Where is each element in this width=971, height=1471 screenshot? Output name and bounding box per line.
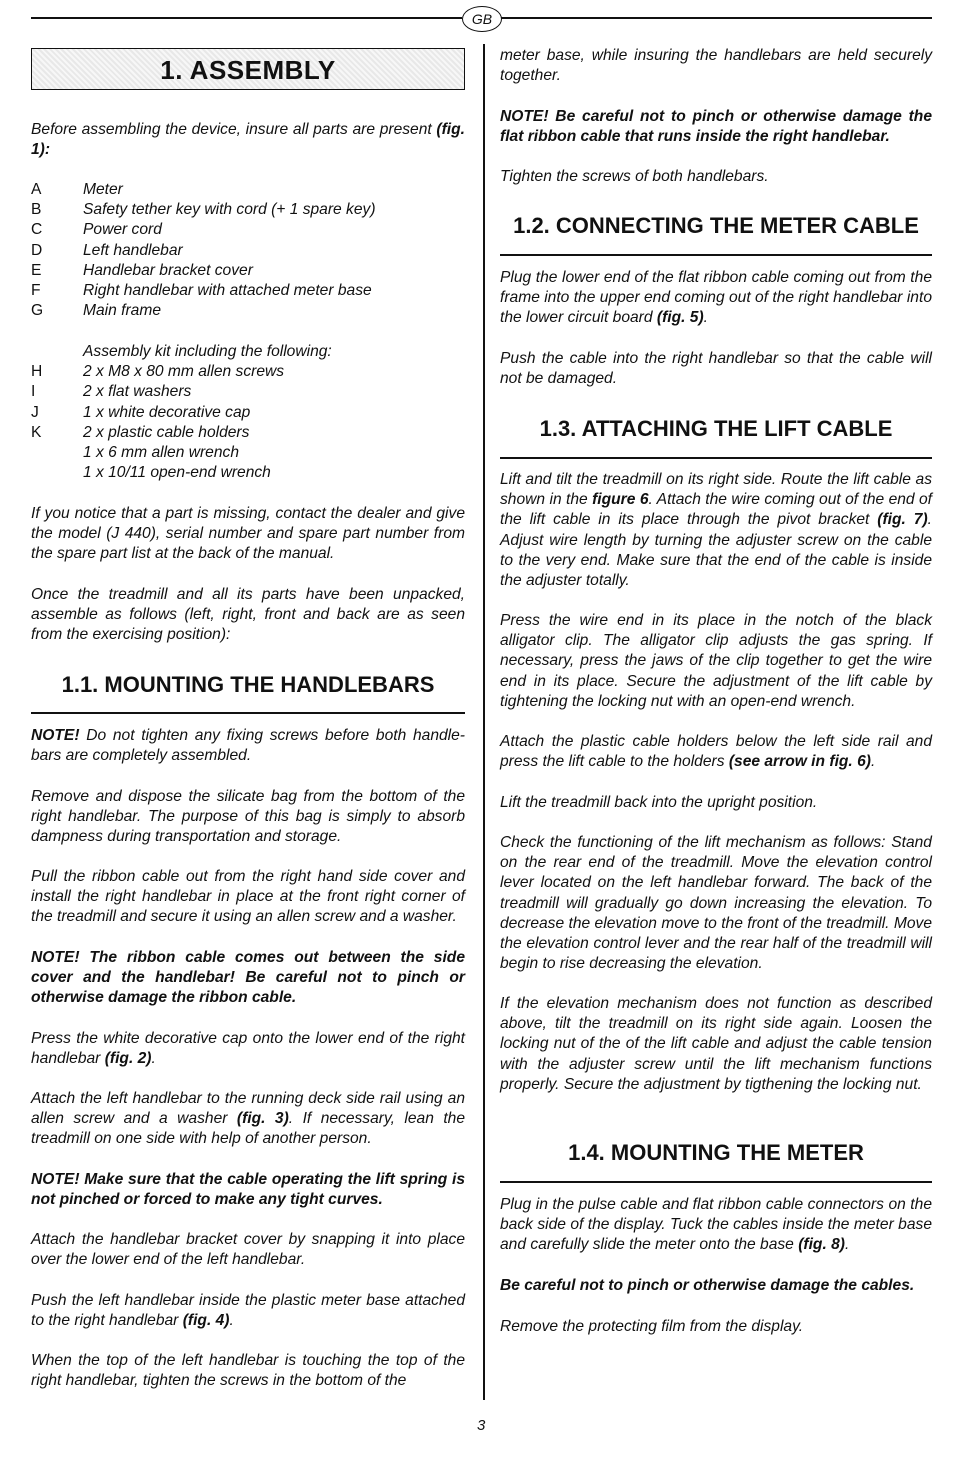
s11-p5: Attach the handlebar bracket cover by snapping it into place over the lower end of the left handlebar. <box>31 1231 465 1269</box>
part-text: 2 x plastic cable holders <box>83 423 250 441</box>
unpacked-text: Once the treadmill and all its parts have been unpacked, assemble as follows (left, right, front and back are as seen from the exercising position): <box>31 586 465 644</box>
list-item <box>31 220 465 240</box>
s14-p3: Remove the protecting film from the display. <box>500 1318 804 1335</box>
s11-p4-text-b: . If necessary, lean the treadmill on one side with help of another person. <box>31 1110 466 1148</box>
parts-list <box>31 180 465 321</box>
part-letter: B <box>31 201 42 219</box>
fig-ref: (fig. 4) <box>182 1312 230 1330</box>
part-text: 1 x 10/11 open-end wrench <box>83 464 271 482</box>
section-title: 1.3. ATTACHING THE LIFT CABLE <box>539 416 893 441</box>
s14-p1: Plug in the pulse cable and flat ribbon cable connectors on the back side of the display. Tuck the cables inside the meter base and carefully slide the meter onto the base (fig. 8). <box>500 1196 932 1254</box>
fig-ref: (fig. 8) <box>798 1236 845 1254</box>
s13-p1-text-b: . Attach the wire coming out of the end of the lift cable in its place through the pivot bracket <box>500 491 933 529</box>
section-title: 1.2. CONNECTING THE METER CABLE <box>513 213 919 238</box>
list-item <box>31 382 465 402</box>
s11-note3: NOTE! Make sure that the cable operating the lift spring is not pinched or forced to make any tight curves. <box>31 1171 465 1209</box>
page-title: 1. ASSEMBLY <box>160 55 336 85</box>
part-text: Meter <box>83 181 123 198</box>
part-text: Safety tether key with cord (+ 1 spare key) <box>83 201 376 219</box>
part-letter: J <box>31 403 39 421</box>
language-badge: GB <box>462 6 502 32</box>
s12-p1: Plug the lower end of the flat ribbon cable coming out from the frame into the upper end coming out of the right handlebar into the lower circuit board (fig. 5). <box>500 269 932 327</box>
s13-p6: If the elevation mechanism does not function as described above, tilt the treadmill on its right side again. Loosen the locking nut of the of the lift cable and adjust the cable tension with the adjuster screw until the lift mechanism functions properly. Secure the adjustment by tigthening the locking nut. <box>500 995 932 1093</box>
part-text: 2 x M8 x 80 mm allen screws <box>83 363 285 381</box>
list-item <box>31 443 465 463</box>
s11-note2: NOTE! The ribbon cable comes out between the side cover and the handlebar! Be careful not to pinch or otherwise damage the ribbon cable. <box>31 949 465 1007</box>
fig-ref: (fig. 2) <box>104 1050 152 1068</box>
part-letter: C <box>31 221 43 239</box>
s11-note <box>31 726 465 766</box>
intro-sentence: Before assembling the device, insure all parts are present <box>31 121 432 138</box>
column-divider <box>483 44 485 1400</box>
s13-p1-text-c: . Adjust wire length by turning the adjuster screw on the cable to the very end. Make sure that the end of the cable is inside the adjuster totally. <box>500 511 932 590</box>
part-text: 1 x white decorative cap <box>83 403 251 421</box>
s11-p6-text: Push the left handlebar inside the plastic meter base attached to the right handlebar <box>31 1292 465 1330</box>
part-text: Power cord <box>83 221 162 239</box>
section-1-4-header <box>500 1140 932 1183</box>
s11-p2: Pull the ribbon cable out from the right hand side cover and install the right handlebar in place at the front right corner of the treadmill and secure it using an allen screw and a washer. <box>31 868 465 926</box>
fig-ref: (fig. 3) <box>236 1110 289 1128</box>
part-text: Handlebar bracket cover <box>83 261 253 279</box>
right-note: NOTE! Be careful not to pinch or otherwise damage the flat ribbon cable that runs inside the right handlebar. <box>500 108 932 146</box>
page-number: 3 <box>477 1417 486 1434</box>
list-item <box>31 180 465 200</box>
section-1-1-header <box>31 672 465 714</box>
header-rule-right <box>500 17 932 19</box>
s11-p3-text: Press the white decorative cap onto the lower end of the right handlebar <box>31 1030 465 1068</box>
intro-text <box>31 120 465 160</box>
part-letter: K <box>31 423 42 441</box>
s13-p1-text-a: Lift and tilt the treadmill on its right side. Route the lift cable as shown in the <box>500 471 932 509</box>
part-letter: A <box>31 181 42 198</box>
section-title: 1.4. MOUNTING THE METER <box>568 1140 864 1165</box>
s13-p3-text: Attach the plastic cable holders below the left side rail and press the lift cable to the holders <box>500 733 932 771</box>
kit-title: Assembly kit including the following: <box>83 343 332 360</box>
s13-p4: Lift the treadmill back into the upright position. <box>500 794 818 811</box>
s12-p2: Push the cable into the right handlebar so that the cable will not be damaged. <box>500 350 932 388</box>
list-item <box>31 362 465 382</box>
s11-p7: When the top of the left handlebar is touching the top of the right handlebar, tighten the screws in the bottom of the <box>31 1352 465 1390</box>
missing-parts-text: If you notice that a part is missing, contact the dealer and give the model (J 440), serial number and spare part number from the spare part list at the back of the manual. <box>31 505 465 563</box>
s13-p3: Attach the plastic cable holders below the left side rail and press the lift cable to the holders (see arrow in fig. 6). <box>500 733 932 771</box>
list-item <box>31 241 465 261</box>
fig-ref: (see arrow in fig. 6) <box>728 753 871 771</box>
fig-ref: figure 6 <box>592 491 649 509</box>
part-letter: G <box>31 302 44 320</box>
list-item <box>31 200 465 220</box>
s13-p2: Press the wire end in its place in the notch of the black alligator clip. The alligator clip adjusts the gas spring. If necessary, press the jaws of the clip together to get the wire end in its place. Secure the adjustment of the lift cable by tightening the locking nut with an open-end wrench. <box>500 612 932 710</box>
s14-p2: Be careful not to pinch or otherwise damage the cables. <box>500 1277 915 1294</box>
section-1-2-header <box>500 213 932 256</box>
s11-p1: Remove and dispose the silicate bag from the bottom of the right handlebar. The purpose of this bag is simply to absorb dampness during transportation and storage. <box>31 788 465 846</box>
part-text: Right handlebar with attached meter base <box>83 281 372 299</box>
part-letter: F <box>31 281 41 299</box>
part-text: 2 x flat washers <box>83 383 192 401</box>
list-item <box>31 261 465 281</box>
list-item <box>31 463 465 483</box>
part-text: Main frame <box>83 302 161 320</box>
part-text: Left handlebar <box>83 241 183 259</box>
list-item <box>31 403 465 423</box>
section-rule <box>31 712 465 714</box>
s12-p1-text: Plug the lower end of the flat ribbon cable coming out from the frame into the upper end coming out of the right handlebar into the lower circuit board <box>500 269 932 327</box>
s14-p1-text: Plug in the pulse cable and flat ribbon cable connectors on the back side of the display. Tuck the cables inside the meter base and carefully slide the meter onto the base <box>500 1196 932 1254</box>
intro-fig-ref: (fig. 1): <box>31 121 465 159</box>
s13-p1 <box>500 470 932 591</box>
part-letter: H <box>31 363 43 381</box>
section-rule <box>500 1181 932 1183</box>
part-letter: D <box>31 241 43 259</box>
s11-p4 <box>31 1089 465 1150</box>
right-cont-text: meter base, while insuring the handlebars are held securely together. <box>500 47 932 85</box>
fig-ref: (fig. 5) <box>656 309 704 327</box>
part-letter: I <box>31 383 36 401</box>
assembly-title-box <box>31 48 465 90</box>
part-letter: E <box>31 261 42 279</box>
section-rule <box>500 457 932 459</box>
s13-p5: Check the functioning of the lift mechanism as follows: Stand on the rear end of the treadmill. Move the elevation control lever located on the left handlebar forward. The back of the treadmill will gradually go down increasing the elevation. To decrease the elevation move to the front of the treadmill. Move the elevation control lever and the rear half of the treadmill will begin to rise decreasing the elevation. <box>500 834 932 973</box>
section-title: 1.1. MOUNTING THE HANDLEBARS <box>61 672 435 697</box>
s11-p4-text: Attach the left handlebar to the running deck side rail using an allen screw and a washer <box>31 1090 465 1128</box>
fig-ref: (fig. 7) <box>877 511 928 529</box>
header-rule-left <box>31 17 462 19</box>
s11-p3: Press the white decorative cap onto the lower end of the right handlebar (fig. 2). <box>31 1030 465 1068</box>
list-item <box>31 423 465 443</box>
section-rule <box>500 254 932 256</box>
right-tighten: Tighten the screws of both handlebars. <box>500 168 769 185</box>
list-item <box>31 301 465 321</box>
s11-p6: Push the left handlebar inside the plastic meter base attached to the right handlebar (fig. 4). <box>31 1292 465 1330</box>
kit-list <box>31 342 465 483</box>
list-item <box>31 281 465 301</box>
note-label: NOTE! <box>31 727 80 744</box>
section-1-3-header <box>500 416 932 459</box>
part-text: 1 x 6 mm allen wrench <box>83 443 239 461</box>
note-text: Do not tighten any fixing screws before both handle-bars are completely assembled. <box>31 727 465 765</box>
kit-title-row <box>31 342 465 362</box>
